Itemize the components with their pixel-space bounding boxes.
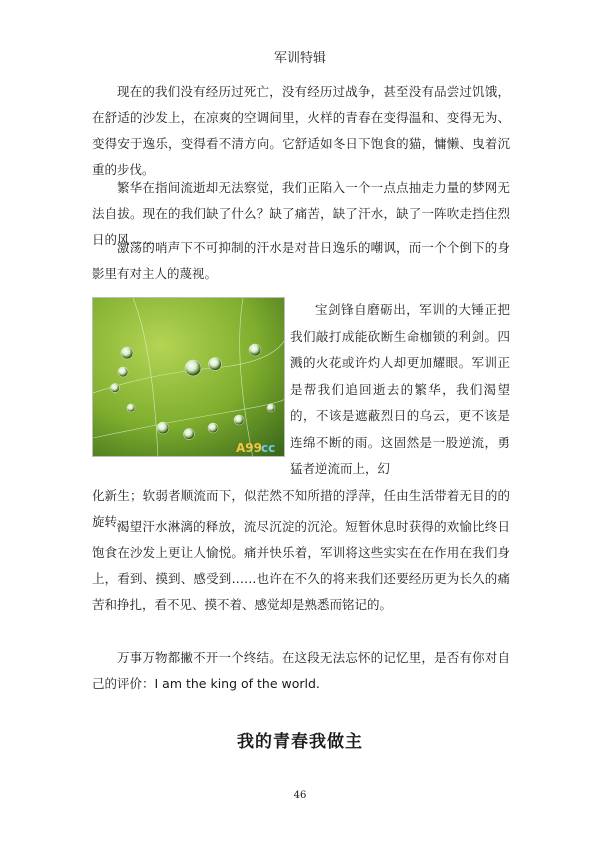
running-header: 军训特辑	[273, 51, 326, 66]
paragraph-4-wrapped: 宝剑锋自磨砺出，军训的大锤正把我们敲打成能砍断生命枷锁的利剑。四溅的火花或许灼人却更加耀眼。军训正是帮我们追回逝去的繁华，我们渴望的，不该是遮蔽烈日的乌云，更不该是连绵不断的雨。这固然是一股逆流，勇猛者逆流而上，幻	[290, 302, 510, 476]
paragraph-1: 现在的我们没有经历过死亡，没有经历过战争，甚至没有品尝过饥饿，在舒适的沙发上，在凉爽的空调间里，火样的青春在变得温和、变得无为、变得安于逸乐，变得看不清方向。它舒适如冬日下饱食的猫，慵懒、曳着沉重的步伐。	[92, 84, 510, 177]
page-number: 46	[293, 790, 307, 801]
section-title: 我的青春我做主	[237, 732, 363, 752]
paragraph-4-continued: 化新生；软弱者顺流而下，似茫然不知所措的浮萍，任由生活带着无目的的旋转。	[92, 488, 510, 529]
dewdrops-on-spiderweb-photo	[92, 297, 285, 457]
photo-watermark-right: cc	[261, 441, 276, 455]
paragraph-2: 繁华在指间流逝却无法察觉，我们正陷入一个一点点抽走力量的梦网无法自拔。现在的我们缺了什么？缺了痛苦，缺了汗水，缺了一阵吹走挡住烈日的风……	[92, 180, 510, 247]
paragraph-5: 渴望汗水淋漓的释放，流尽沉淀的沉沦。短暂休息时获得的欢愉比终日饱食在沙发上更让人愉悦。痛并快乐着，军训将这些实实在在作用在我们身上，看到、摸到、感受到……也许在不久的将来我们还要经历更为长久的痛苦和挣扎，看不见、摸不着、感觉却是熟悉而铭记的。	[92, 519, 510, 612]
paragraph-3: 激荡的哨声下不可抑制的汗水是对昔日逸乐的嘲讽，而一个个倒下的身影里有对主人的蔑视。	[92, 240, 510, 281]
paragraph-6: 万事万物都撇不开一个终结。在这段无法忘怀的记忆里，是否有你对自己的评价：I am the king of the world.	[92, 650, 510, 691]
photo-watermark-left: A99	[236, 441, 262, 455]
